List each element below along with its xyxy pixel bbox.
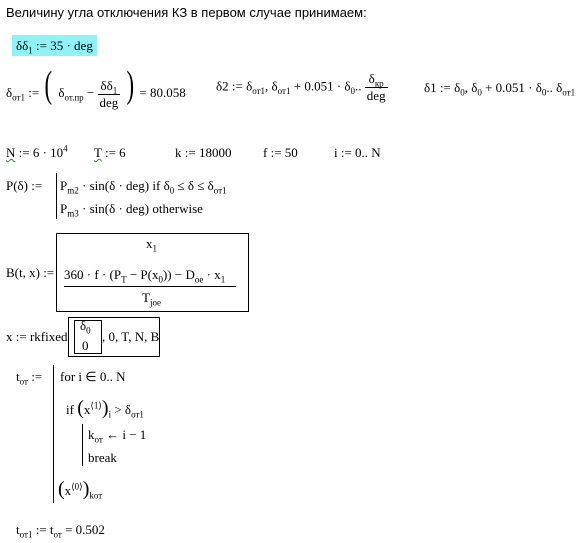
x-rkfixed-definition[interactable]: x := rkfixed [6, 329, 68, 344]
tot-for-line[interactable]: for i ∈ 0.. N [60, 369, 126, 384]
P-line-if[interactable]: $P_{m2} \cdot \sin(\delta \cdot deg)$ if $\delta_0 \le \delta \le \delta_{от1}$ [60, 178, 227, 196]
B-top-element[interactable]: $x_1$ [146, 236, 157, 254]
f-definition[interactable]: f := 50 [263, 145, 298, 160]
tot1-result[interactable]: $t_{от1}$ := $t_{от} = 0.502$ [16, 522, 105, 540]
rkfixed-rest-args[interactable]: , 0, T, N, B [102, 329, 160, 344]
N-definition[interactable]: N := $6 \cdot 10^4$ [6, 143, 68, 160]
tot-if-line[interactable]: if $(x^{⟨1⟩})_i > \delta_{от1}$ [66, 397, 144, 420]
P-function-label: P(δ) := [6, 178, 43, 193]
section-heading: Величину угла отключения КЗ в первом случае принимаем: [6, 5, 367, 20]
k-definition[interactable]: k := 18000 [175, 145, 232, 160]
tot-break-line[interactable]: break [88, 450, 117, 465]
tot-assign-line[interactable]: $k_{от}$ ← i − 1 [88, 427, 147, 445]
tot-return-line[interactable]: $(x^{⟨0⟩})_{kот}$ [58, 478, 103, 501]
i-range-definition[interactable]: i := 0.. N [334, 145, 381, 160]
tot-program-bracket [53, 365, 54, 503]
P-program-bracket [56, 173, 57, 219]
d1-range-definition[interactable]: δ1 := $\delta_0$, $\delta_0 + 0.051 \cdot \delta_0$.. $\delta_{от1}$ [424, 80, 576, 98]
initial-vector-elem1[interactable]: 0 [82, 338, 89, 353]
T-definition[interactable]: T := 6 [94, 145, 126, 160]
tot-if-body-bracket [82, 424, 83, 466]
dot1-definition[interactable]: $\delta_{от1}$ := ( $\delta_{от.пр}$ − $\frac{\delta\delta_1}{\text{deg}}$ ) = 80.058 [6, 64, 186, 110]
B-fraction-line [64, 286, 236, 287]
dd1-definition[interactable]: $\delta\delta_1$ := 35 · deg [12, 38, 97, 54]
d2-range-definition[interactable]: δ2 := $\delta_{от1}$, $\delta_{от1} + 0.051 \cdot \delta_0$.. $\frac{\delta_{кр}}{\text{deg}}$ [216, 71, 386, 103]
B-function-label: B(t, x) := [6, 265, 55, 280]
B-bottom-numerator[interactable]: $360 \cdot f \cdot (P_T - P(x_0)) - D_{oe} \cdot x_1$ [64, 267, 226, 285]
initial-vector-elem0[interactable]: $\delta_0$ [80, 318, 91, 336]
tot-label: $t_{от}$ := [16, 369, 43, 387]
P-line-otherwise[interactable]: $P_{m3} \cdot \sin(\delta \cdot deg)$ otherwise [60, 201, 203, 219]
B-bottom-denominator[interactable]: $T_{joe}$ [142, 290, 161, 308]
